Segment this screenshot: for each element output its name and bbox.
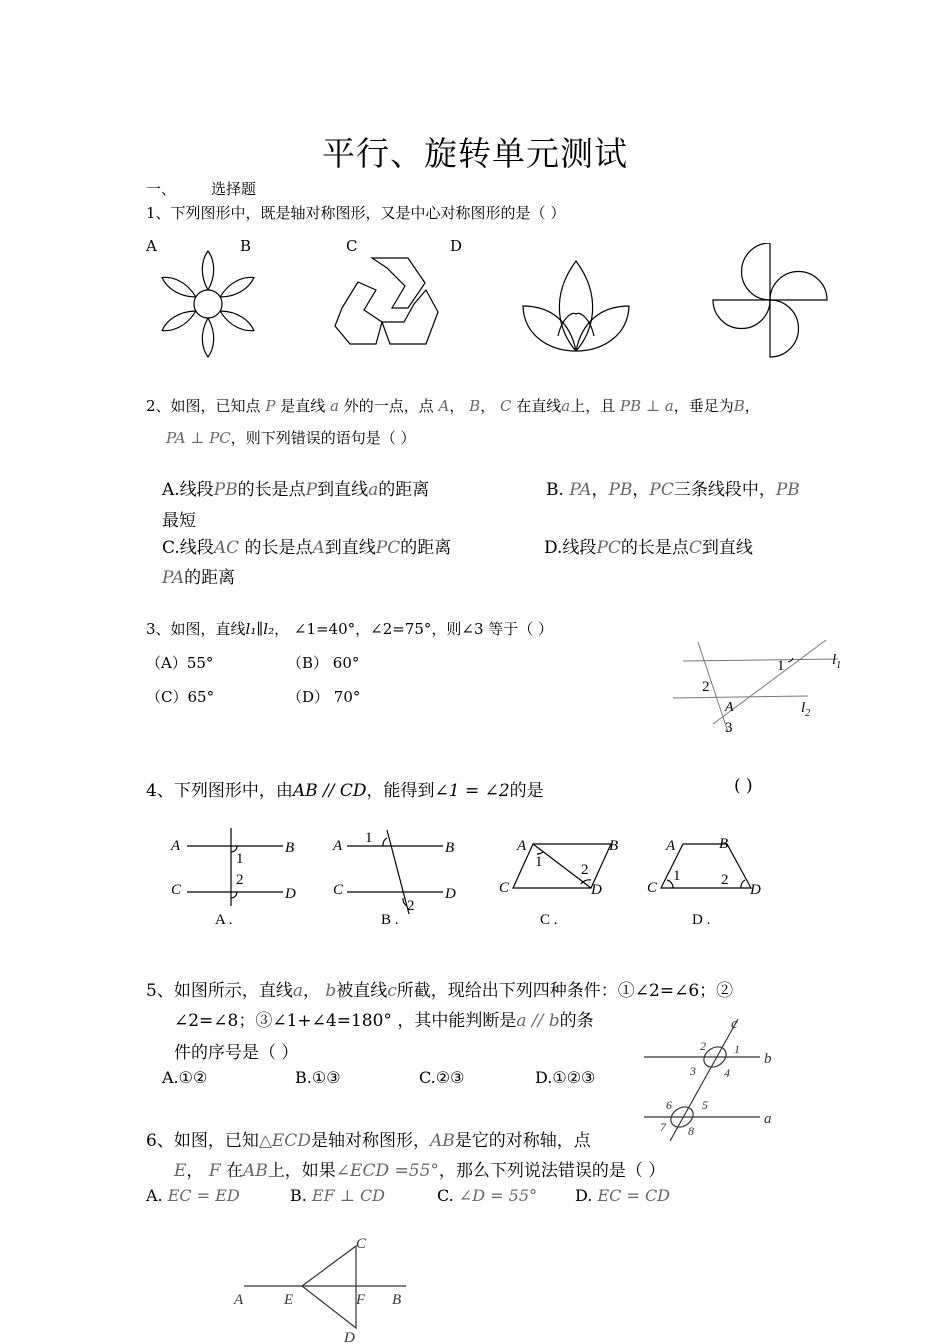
q4-angle-eq: ∠1 = ∠2 [434,781,510,801]
q4-answer-bracket: ( ) [734,776,753,796]
q4c-pt-d: D [591,882,602,898]
q2-opt-text: 到直线 [324,538,376,558]
q2-var-pa: PA [569,480,592,500]
q3-text-part: 3、如图，直线 [146,620,246,638]
q6-pt-d: D [344,1330,355,1344]
q5-option-b: B.①③ [295,1068,341,1087]
q5-angle-6: 6 [666,1098,672,1112]
q3-parallel: ∥ [256,620,264,638]
q5-text-part: 被直线 [336,981,388,1001]
q2-var-pb: PB [608,480,633,500]
q3-text-part: ， ∠1=40°，∠2=75°，则∠3 等于（ ） [274,620,554,638]
q6-opt-math: EF ⊥ CD [311,1186,386,1205]
q2-option-d [544,533,753,558]
q4-figures [165,822,805,932]
q2-line2 [166,427,416,448]
q3-text [146,618,553,639]
q6-pt-b: B [392,1292,402,1308]
q4d-angle-1: 1 [673,868,681,884]
q3-point-a: A [725,700,734,715]
q2-opt-text: 的长是点 [244,538,313,558]
q6-option-a [146,1186,240,1205]
q6-option-d [575,1186,670,1205]
q3-angle-3: 3 [725,720,733,736]
q1-label-c: C [346,237,358,255]
q6-pt-f: F [356,1292,366,1308]
q2-var-pc: PC [375,538,401,558]
q5-text-part: 的条 [559,1011,594,1031]
q2-var-a: a [368,480,379,500]
q6-var-e: E [174,1161,187,1181]
q5-angle-1: 1 [734,1042,740,1056]
q2-text-part: ，则下列错误的语句是（ ） [230,429,416,447]
q2-var-a: a [561,397,571,415]
q4b-pt-a: A [333,838,343,854]
q2-opt-text: 的距离 [184,568,236,588]
q6-option-b [290,1186,385,1205]
q2-text-part: 上，且 [570,397,616,415]
q3-option-d: （D） 70° [287,688,361,706]
q3-angle-1: 1 [777,658,785,674]
q3-angle-2: 2 [702,679,710,695]
q6-option-c [437,1186,537,1205]
q6-pt-a: A [234,1292,244,1308]
q1-label-b: B [240,237,252,255]
q3-option-c: （C）65° [146,688,215,706]
q4a-angle-2: 2 [236,872,244,888]
q5-angle-4: 4 [724,1066,730,1080]
q5-angle-3: 3 [690,1064,696,1078]
q2-condition-2: PA ⊥ PC [166,429,231,447]
q4-caption-b: B . [381,912,399,928]
q5-angle-2: 2 [700,1039,706,1053]
q5-angle-7: 7 [660,1120,666,1134]
q6-condition: ∠ECD =55° [335,1161,439,1181]
q4a-angle-1: 1 [236,851,244,867]
q3-l2: l₂ [263,620,275,638]
q3-l-sub: 1 [836,660,842,671]
q2-var-p: P [305,480,318,500]
q2-text-part: 是直线 [280,397,326,415]
q3-option-b: （B） 60° [287,654,360,672]
q2-opt-text: 到直线 [701,538,753,558]
q4d-pt-c: C [647,880,658,896]
q6-text-part: 是它的对称轴，点 [454,1131,591,1151]
q2-text-part: 在直线 [516,397,562,415]
q6-pt-c: C [356,1236,367,1252]
q4-condition: AB // CD [292,781,367,801]
q4-text-part: ，能得到 [366,781,435,801]
recycle-figure [330,250,442,350]
q2-option-d-cont [162,563,235,588]
lotus-figure [520,256,632,356]
q2-option-a [162,475,429,500]
q5-angle-5: 5 [702,1098,708,1112]
section-label: 选择题 [211,180,257,198]
q6-line1 [146,1126,591,1151]
q6-text-part: ，那么下列说法错误的是（ ） [438,1161,666,1181]
q4-text [146,776,544,801]
q6-opt-math: ∠D = 55° [458,1186,538,1205]
q5-option-a: A.①② [162,1068,208,1087]
q2-opt-text: 的距离 [400,538,452,558]
q2-opt-text: 三条线段中， [673,480,776,500]
q6-triangle: △ECD [258,1131,311,1151]
q3-option-a: （A）55° [146,654,214,672]
q2-line1: 2、如图，已知点 P 是直线 a 外的一点，点 A， B， C 在直线a上，且 PB ⊥ a，垂足为B， [146,397,760,415]
q1-label-d: D [450,237,463,255]
q4b-pt-b: B [445,840,455,856]
q4b-pt-c: C [333,882,344,898]
q5-line-a: a [764,1111,772,1127]
q2-option-b-cont: 最短 [162,511,196,531]
q2-text-part: 2、如图，已知点 [146,397,261,415]
q4b-angle-2: 2 [407,898,415,914]
q2-var-ac: AC [213,538,240,558]
page-title: 平行、旋转单元测试 [322,134,628,173]
q3-l-sub: 2 [805,708,811,719]
q6-var-f: F [208,1161,221,1181]
q6-var-ab: AB [243,1161,268,1181]
q6-figure [228,1232,418,1344]
q5-line-b: b [764,1051,772,1067]
q6-opt-label: C. [437,1186,454,1205]
q4d-pt-d: D [750,882,761,898]
q4d-pt-b: B [719,836,729,852]
q5-line-c: c [731,1016,738,1032]
q6-opt-label: D. [575,1186,593,1205]
q3-line-l2 [801,700,810,719]
q6-text-part: 6、如图，已知 [146,1131,259,1151]
q2-text-part: 外的一点，点 [343,397,434,415]
q5-var-c: c [387,981,397,1001]
q4d-pt-a: A [666,838,676,854]
q4c-angle-1: 1 [535,854,543,870]
q3-figure [668,632,850,742]
q3-line-l1 [832,652,841,671]
q5-line2 [174,1006,594,1031]
q4c-pt-c: C [499,880,510,896]
q3-l-letter: l [832,652,837,668]
flower-figure [155,246,265,361]
q2-opt-text: A.线段 [162,480,214,500]
q2-var-pc: PC [596,538,621,558]
q4-caption-d: D . [692,912,711,928]
q5-text-part: 5、如图所示，直线 [146,981,293,1001]
q2-option-c [162,533,451,558]
q2-var-c-point: C [688,538,702,558]
q4a-pt-b: B [285,840,295,856]
q2-var-pb: PB [213,480,238,500]
q2-opt-text: C.线段 [162,538,214,558]
q2-opt-text: 的距离 [378,480,430,500]
q5-angle-8: 8 [688,1124,694,1138]
q4-text-part: 4、下列图形中，由 [146,781,293,801]
q6-opt-label: B. [290,1186,307,1205]
q5-var-a: a [292,981,303,1001]
q5-text-part: ∠2=∠8；③∠1+∠4=180° ，其中能判断是 [174,1011,517,1031]
q4-caption-c: C . [540,912,558,928]
q6-opt-math: EC = ED [167,1186,240,1205]
q1-text: 1、下列图形中，既是轴对称图形，又是中心对称图形的是（ ） [146,204,566,222]
q4d-angle-2: 2 [721,872,729,888]
q6-opt-math: EC = CD [597,1186,671,1205]
q6-text-part: 是轴对称图形， [310,1131,430,1151]
q2-var-pc: PC [649,480,674,500]
q4c-pt-a: A [517,838,527,854]
q6-text-part: 在 [226,1161,244,1181]
q4a-pt-c: C [171,882,182,898]
q4-text-part: 的是 [509,781,544,801]
pinwheel-figure [708,243,830,361]
q5-var-b: b [325,981,337,1001]
q1-label-a: A [146,237,157,255]
section-number: 一、 [146,180,177,198]
q5-option-c: C.②③ [419,1068,465,1087]
q6-pt-e: E [284,1292,294,1308]
q2-opt-text: D.线段 [544,538,597,558]
q2-opt-text: 的长是点 [237,480,306,500]
q2-var-p: P [265,397,276,415]
q5-line3: 件的序号是（ ） [174,1043,299,1063]
q6-opt-label: A. [146,1186,163,1205]
q4c-angle-2: 2 [581,862,589,878]
q2-var-b-point: B [469,397,481,415]
q6-line2: E， F 在AB上，如果∠ECD =55°，那么下列说法错误的是（ ） [174,1161,666,1181]
q2-var-pa: PA [162,568,185,588]
q2-var-c-point: C [499,397,512,415]
q3-l-letter: l [801,700,806,716]
q2-var-pb: PB [775,480,800,500]
q2-text-part: ，垂足为 [673,397,734,415]
q4a-pt-d: D [285,886,296,902]
q4b-pt-d: D [445,886,456,902]
q4-caption-a: A . [215,912,233,928]
q6-var-ab: AB [429,1131,455,1151]
q5-text-part: 所截，现给出下列四种条件：①∠2=∠6；② [396,981,734,1001]
q2-opt-text: 的长是点 [620,538,689,558]
q2-option-b: B. PA，PB，PC三条线段中，PB [546,480,800,500]
q2-opt-text: 到直线 [317,480,369,500]
q5-condition: a // b [516,1011,560,1031]
q4c-pt-b: B [609,838,619,854]
q2-var-b-point: B [733,397,745,415]
q5-option-d: D.①②③ [535,1068,596,1087]
q2-var-a-point: A [438,397,450,415]
q6-text-part: 上，如果 [267,1161,336,1181]
q2-condition-1: PB ⊥ a [620,397,674,415]
q5-line1: 5、如图所示，直线a， b被直线c所截，现给出下列四种条件：①∠2=∠6；② [146,981,734,1001]
q4b-angle-1: 1 [365,830,373,846]
q4a-pt-a: A [171,838,181,854]
q3-l1: l₁ [245,620,257,638]
q5-figure [640,1015,780,1145]
q2-var-a-point: A [312,538,325,558]
q2-var-a: a [330,397,339,415]
q2-opt-text: B. [546,480,564,500]
